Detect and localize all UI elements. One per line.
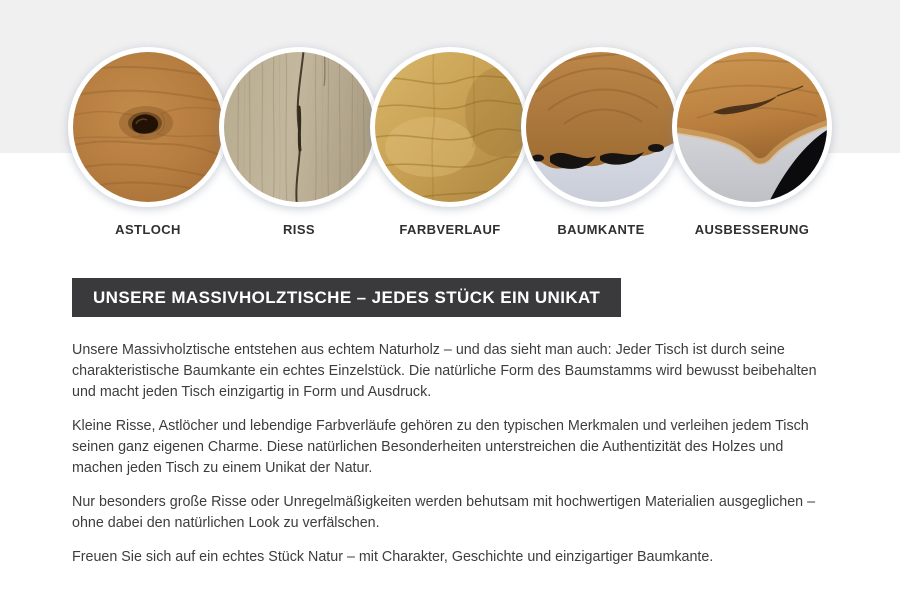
cracked-oak-illustration: [224, 52, 374, 202]
color-gradient-wood-illustration: [375, 52, 525, 202]
section-heading: UNSERE MASSIVHOLZTISCHE – JEDES STÜCK EIN UNIKAT: [93, 288, 601, 307]
feature-label-farbverlauf: FARBVERLAUF: [399, 222, 501, 237]
feature-label-astloch: ASTLOCH: [115, 222, 181, 237]
paragraph-characteristics: Kleine Risse, Astlöcher und lebendige Farbverläufe gehören zu den typischen Merkmalen und verleihen jedem Tisch seinen ganz eigenen Charme. Diese natürlichen Besonderheiten unterstreichen die Authentizität des Holzes und machen jeden Tisch zu einem Unikat der Natur.: [72, 418, 809, 476]
repaired-corner-illustration: [677, 52, 827, 202]
feature-label-baumkante: BAUMKANTE: [557, 222, 645, 237]
feature-label-riss: RISS: [283, 222, 315, 237]
feature-farbverlauf: [370, 47, 530, 237]
paragraph-repairs: Nur besonders große Risse oder Unregelmäßigkeiten werden behutsam mit hochwertigen Materialien ausgeglichen – ohne dabei den natürlichen Look zu verfälschen.: [72, 494, 816, 531]
repaired-corner-photo: [672, 47, 832, 207]
feature-baumkante: [521, 47, 681, 237]
knothole-wood-illustration: [73, 52, 223, 202]
feature-astloch: [68, 47, 228, 237]
paragraph-closing: Freuen Sie sich auf ein echtes Stück Natur – mit Charakter, Geschichte und einzigartiger Baumkante.: [72, 549, 714, 565]
section-heading-bar: [72, 278, 621, 317]
color-gradient-photo: [370, 47, 530, 207]
wood-feature-row: [0, 0, 900, 250]
feature-label-ausbesserung: AUSBESSERUNG: [694, 222, 810, 237]
live-edge-illustration: [526, 52, 676, 202]
live-edge-photo: [521, 47, 681, 207]
content-section: [72, 278, 824, 581]
knothole-photo: [68, 47, 228, 207]
crack-photo: [219, 47, 379, 207]
feature-ausbesserung: [672, 47, 832, 237]
feature-riss: [219, 47, 379, 237]
paragraph-intro: Unsere Massivholztische entstehen aus echtem Naturholz – und das sieht man auch: Jeder Tisch ist durch seine charakteristische Baumkante ein echtes Einzelstück. Die natürliche Form des Baumstamms wird bewusst beibehalten und macht jeden Tisch einzigartig in Form und Ausdruck.: [72, 342, 817, 400]
